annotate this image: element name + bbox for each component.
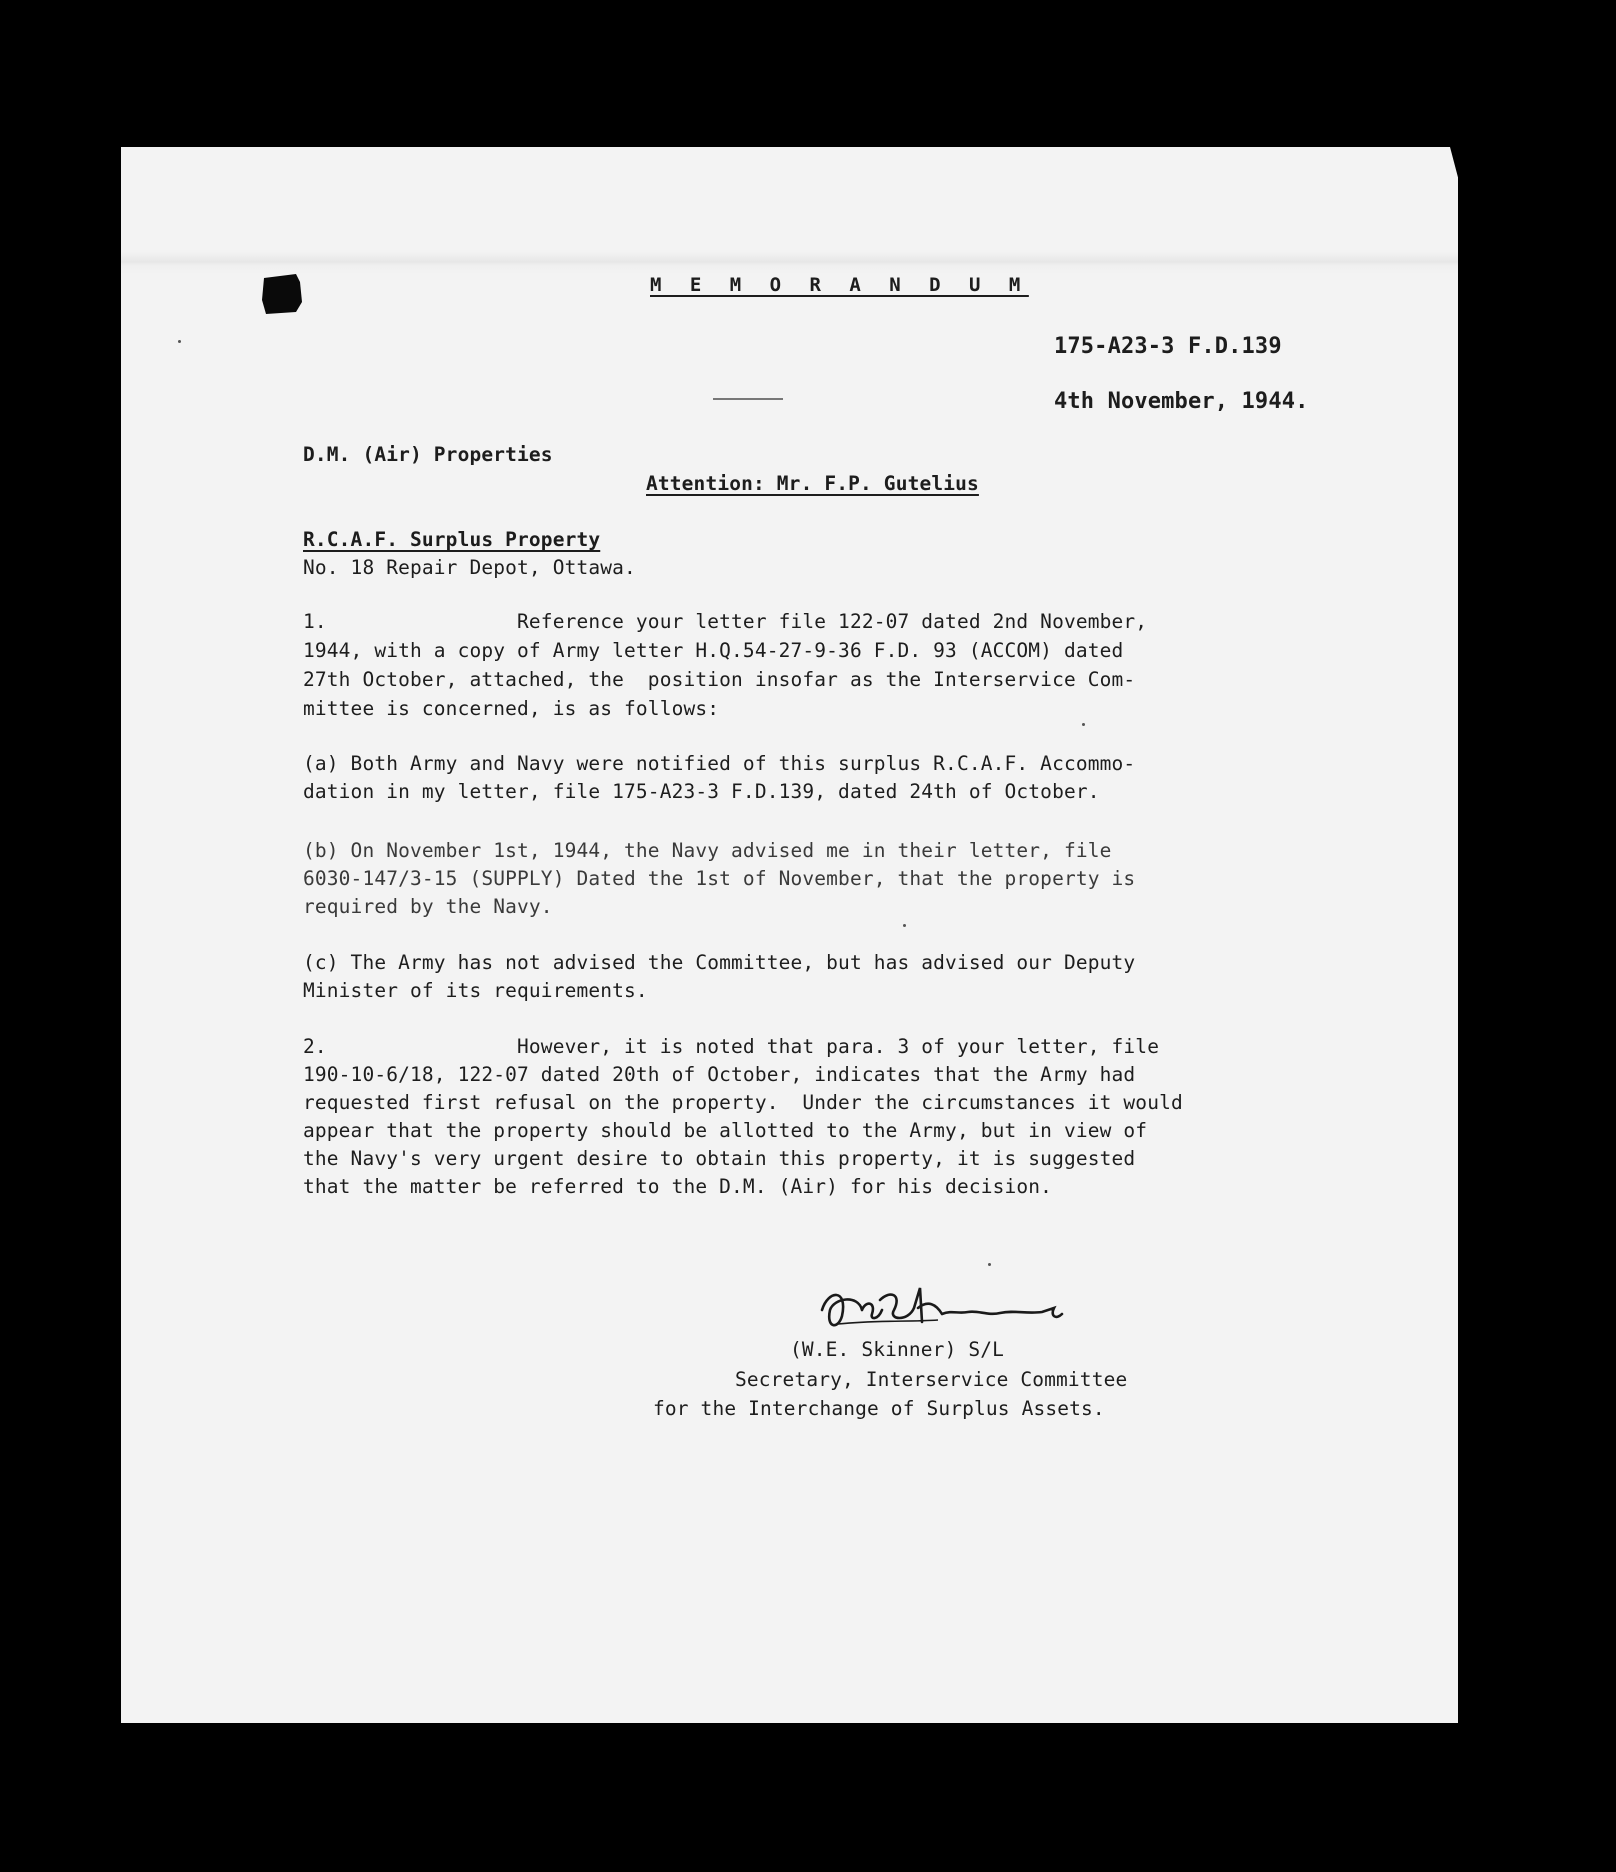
para2-line: 2. However, it is noted that para. 3 of your letter, file [303,1035,1160,1058]
subject-location: No. 18 Repair Depot, Ottawa. [303,556,636,579]
para2-line: requested first refusal on the property. Under the circumstances it would [303,1091,1183,1114]
file-reference: 175-A23-3 F.D.139 [1054,334,1282,359]
signatory-name: (W.E. Skinner) S/L [790,1338,1005,1361]
recipient: D.M. (Air) Properties [303,443,553,466]
memo-title: M E M O R A N D U M [650,274,1029,296]
subject-line: R.C.A.F. Surplus Property [303,528,601,551]
item-a-line: (a) Both Army and Navy were notified of this surplus R.C.A.F. Accommo- [303,752,1136,775]
divider-dash [713,398,783,400]
item-b-line: 6030-147/3-15 (SUPPLY) Dated the 1st of November, that the property is [303,867,1136,890]
memo-date: 4th November, 1944. [1054,389,1309,414]
item-b-line: required by the Navy. [303,895,553,918]
para2-line: appear that the property should be allotted to the Army, but in view of [303,1119,1148,1142]
para1-line: 1944, with a copy of Army letter H.Q.54-27-9-36 F.D. 93 (ACCOM) dated [303,639,1124,662]
para2-line: the Navy's very urgent desire to obtain this property, it is suggested [303,1147,1136,1170]
item-a-line: dation in my letter, file 175-A23-3 F.D.139, dated 24th of October. [303,780,1100,803]
para1-line: 1. Reference your letter file 122-07 dated 2nd November, [303,610,1148,633]
para1-line: 27th October, attached, the position insofar as the Interservice Com- [303,668,1136,691]
item-c-line: Minister of its requirements. [303,979,648,1002]
para2-line: that the matter be referred to the D.M. (Air) for his decision. [303,1175,1053,1198]
memo-page [121,147,1458,1723]
punch-hole-mark [260,272,304,316]
attention-line: Attention: Mr. F.P. Gutelius [646,472,979,495]
para1-line: mittee is concerned, is as follows: [303,697,720,720]
speck [178,340,181,343]
para2-line: 190-10-6/18, 122-07 dated 20th of October, indicates that the Army had [303,1063,1136,1086]
page-corner [1450,147,1460,185]
signatory-organization: for the Interchange of Surplus Assets. [653,1397,1105,1420]
item-b-line: (b) On November 1st, 1944, the Navy advised me in their letter, file [303,839,1112,862]
speck [903,924,906,927]
speck [988,1263,991,1266]
speck [1082,723,1085,726]
item-c-line: (c) The Army has not advised the Committee, but has advised our Deputy [303,951,1136,974]
signatory-title: Secretary, Interservice Committee [735,1368,1128,1391]
